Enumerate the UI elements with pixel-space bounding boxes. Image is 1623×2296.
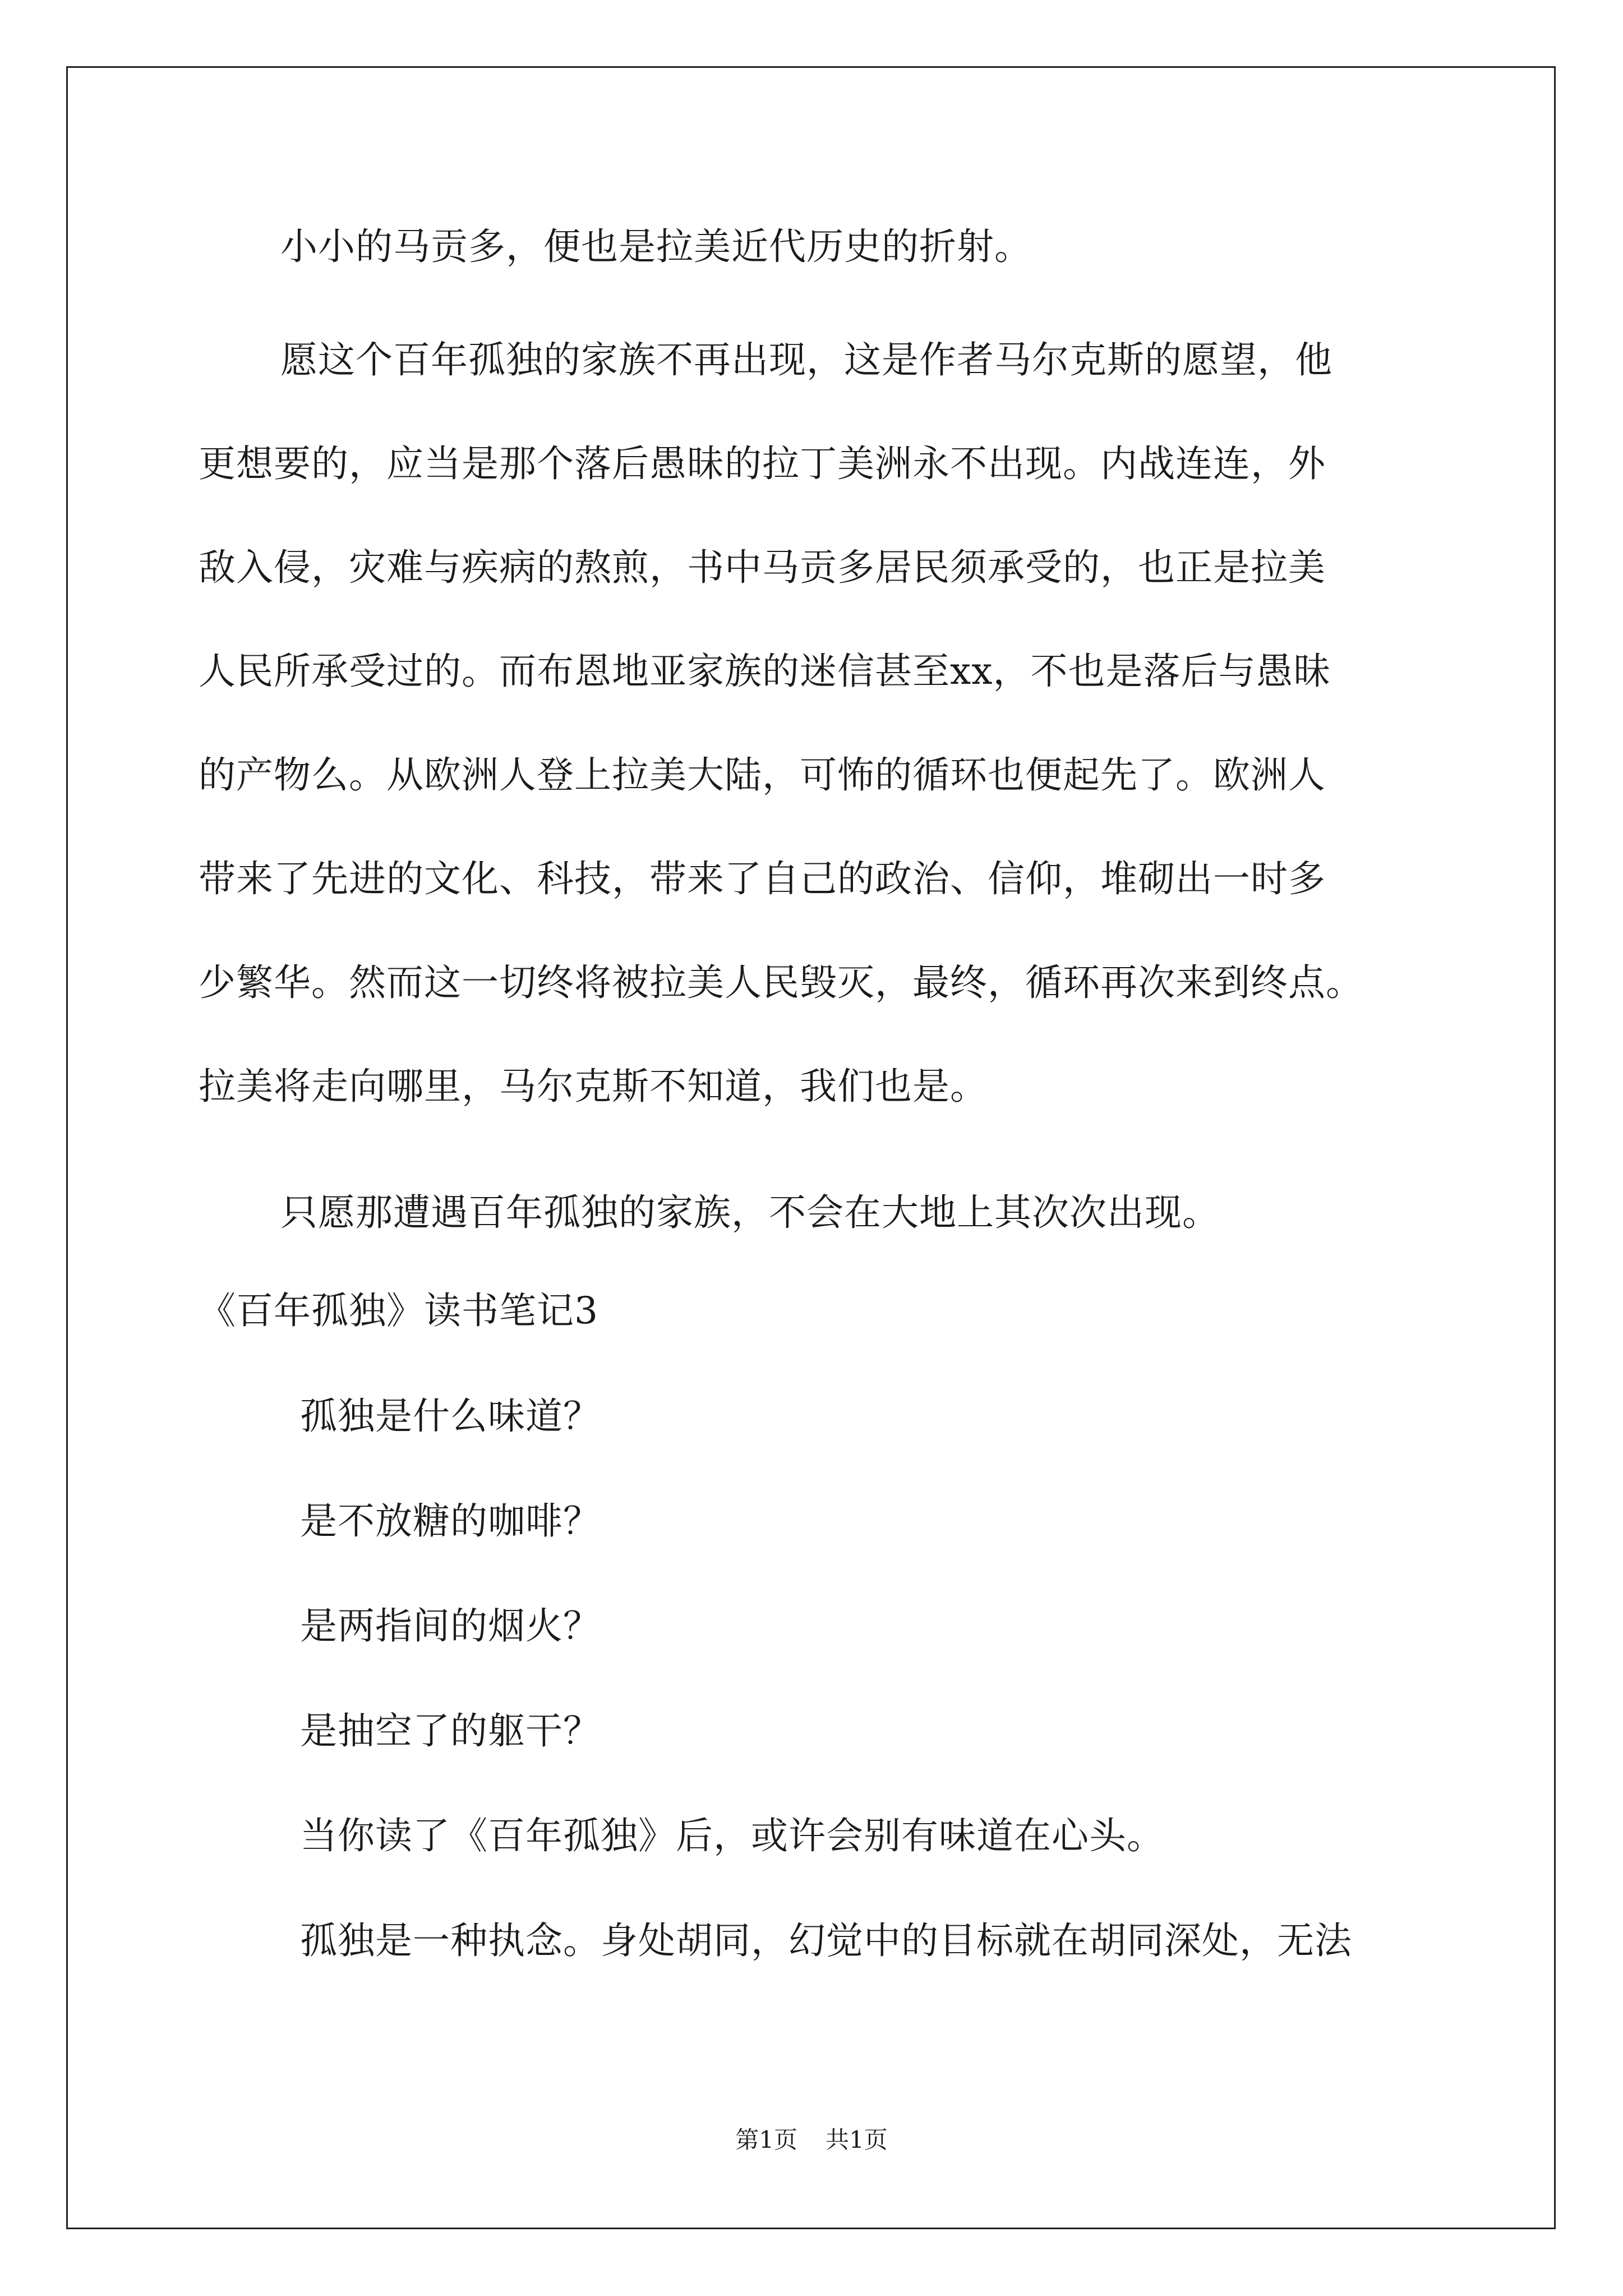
paragraph-line: 孤独是一种执念。身处胡同，幻觉中的目标就在胡同深处，无法 [300, 1919, 1352, 1962]
paragraph-line: 小小的马贡多，便也是拉美近代历史的折射。 [280, 225, 1032, 268]
paragraph-line: 少繁华。然而这一切终将被拉美人民毁灭，最终，循环再次来到终点。 [199, 961, 1363, 1004]
paragraph-line: 带来了先进的文化、科技，带来了自己的政治、信仰，堆砌出一时多 [199, 857, 1326, 900]
paragraph-line: 是抽空了的躯干？ [300, 1709, 601, 1752]
page-footer [0, 2126, 1623, 2154]
paragraph-line: 人民所承受过的。而布恩地亚家族的迷信甚至xx，不也是落后与愚昧 [199, 650, 1331, 693]
page-total: 共1页 [826, 2126, 888, 2154]
paragraph-line: 愿这个百年孤独的家族不再出现，这是作者马尔克斯的愿望，他 [280, 338, 1332, 381]
paragraph-line: 当你读了《百年孤独》后，或许会别有味道在心头。 [300, 1814, 1164, 1857]
section-heading: 《百年孤独》读书笔记3 [199, 1289, 598, 1332]
paragraph-line: 是两指间的烟火？ [300, 1604, 601, 1648]
paragraph-line: 敌入侵，灾难与疾病的熬煎，书中马贡多居民须承受的，也正是拉美 [199, 546, 1326, 589]
paragraph-line: 只愿那遭遇百年孤独的家族，不会在大地上其次次出现。 [280, 1191, 1220, 1234]
page-border [66, 66, 1556, 2229]
paragraph-line: 拉美将走向哪里，马尔克斯不知道，我们也是。 [199, 1065, 988, 1108]
paragraph-line: 的产物么。从欧洲人登上拉美大陆，可怖的循环也便起先了。欧洲人 [199, 753, 1326, 797]
page-number: 第1页 [735, 2126, 797, 2154]
paragraph-line: 是不放糖的咖啡？ [300, 1499, 601, 1543]
paragraph-line: 更想要的，应当是那个落后愚昧的拉丁美洲永不出现。内战连连，外 [199, 442, 1326, 485]
paragraph-line: 孤独是什么味道？ [300, 1395, 601, 1438]
